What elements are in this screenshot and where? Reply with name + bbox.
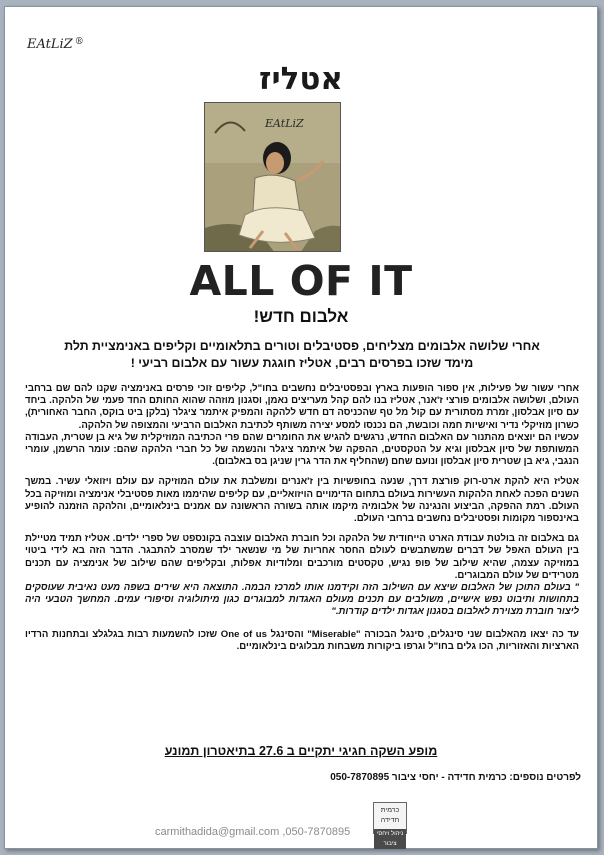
body-paragraph-1: אחרי עשור של פעילות, אין ספור הופעות בארץ ובפסטיבלים נחשבים בחו"ל, קליפים זוכי פרסים באנימציה שקנו להם שם ברחבי העולם, ושלושה אלבומים פורצי ז'אנר, אטליז בנו להם קהל מעריצים נאמן, וסגנון מוזהה שהוא החותם החד פעמי של הלהקה. ביחד עם סיון אבלסון, זמרת מסתורית עם קול מל טף שהכניסה דם חדש ללהקה והמפיק איתמר ציגלר (בלקן ביט בוקס, החבר האחורית), כשרון מוזיקלי נדיר ואישיות חמה וכובשת, הם נכנסו למסע יצירה משותף לכתיבת האלבום הרביעי והמצופה של הלהקה. bbox=[25, 383, 579, 431]
body-paragraph-5: עד כה יצאו מהאלבום שני סינגלים, סינגל הבכורה "Miserable" והסינגל One of us שזכו להשמעות רבות בגלגלצ ובתחנות הרדיו הארציות והאזוריות, הכו גלים בחו"ל וגרפו ביקורות משבחות מבלוגים בינלאומיים. bbox=[25, 628, 579, 652]
band-title-hebrew: אטליז bbox=[259, 61, 343, 97]
contact-email-phone: carmithadida@gmail.com ,050-7870895 bbox=[155, 826, 351, 838]
pr-logo-name: כרמית חדידה bbox=[380, 807, 400, 824]
intro-line-1: אחרי שלושה אלבומים מצליחים, פסטיבלים וטורים בתלאומיים וקליפים באנימציית תלת bbox=[64, 339, 540, 353]
registered-mark: ® bbox=[74, 37, 84, 47]
body-paragraph-4: גם באלבום זה בולטת עבודת הארט הייחודית של הלהקה וכל חוברת האלבום עוצבה בקונספט של ספרי ילדים. אטליז תמיד מטיילת בין העולם האפל של דברים שמשתבשים לעולם החסר אחריות של מי שנשאר ילד שמסרב להתבגר. הדבר הזה בא לידי ביטוי במוזיקה עצמה, שהיא שילוב של פופ נגיש, טקסטים מורכבים ומלודיות אפלות, ובקליפים שהם שילוב של אנימציה עם תכנים מטרידים של עולם המבוגרים. bbox=[25, 533, 579, 581]
logo-text: EAtLiZ bbox=[27, 37, 73, 52]
album-cover-image bbox=[204, 102, 341, 252]
intro-line-2: מימד שזכו בפרסים רבים, אטליז חוגגת עשור עם אלבום רביעי ! bbox=[130, 356, 474, 370]
album-subtitle: אלבום חדש! bbox=[253, 307, 349, 326]
cover-logo: EAtLiZ bbox=[265, 117, 304, 130]
intro-paragraph bbox=[29, 338, 575, 372]
body-paragraph-2: עכשיו הם יוצאים מהתנור עם האלבום החדש, נרגשים להגיש את החומרים שהם פרי הכתיבה המוזיקלית של גיא בן שטרית, העבודה המשותפת של סיון אבלסון וגיא על הטקסטים, ההפקה של איתמר ציגלר והנשמה של כל חברי הלהקה שהם: עומר הרשמן, עומרי הנגבי, גיא בן שטרית סיון אבלסון ונועם שחם (שהחליף את הדר גרין שניגן בס באלבום). bbox=[25, 431, 579, 468]
launch-event-line: מופע השקה חגיגי יתקיים ב 27.6 בתיאטרון תמונע bbox=[164, 744, 438, 758]
body-paragraph-3: אטליז היא להקת ארט-רוק פורצת דרך, שנעה בחופשיות בין ז'אנרים ומשלבת את עולם המוזיקה עם עולם ויזואלי עשיר. במשך השנים הפכה לאחת הלהקות העשירות בעולם בתחום הדימויים הויזואליים, עם קליפים שהיממו מאות פסטיבלי אנימציה ומוזיקה בכל העולם. רמת ההפקה, הביצוע והנגינה של אלבומיה מיקמו אותה בשורה הראשונה עם אמנים בינלאומיים, והלהקה הוזמנה להופיע באינספור מקומות ופסטיבלים נחשבים ברחבי העולם. bbox=[25, 476, 579, 525]
body-quote: " בעולם התוכן של האלבום שיצא עם השילוב הזה וקידמנו אותו למרכז הבמה. התוצאה היא שירים בשפה מעט נאיבית שעוסקים בתחושות ותיבוט נפש אישיים, משולבים עם תכנים מעולם האגדות למבוגרים כגון מיתולוגיה וסיפורי עמים. המחשך הטבעי היה ליצור חוברת מצוירת לאלבום בסגנון אגדות ילדים קודרות." bbox=[25, 582, 579, 618]
body-text bbox=[25, 383, 579, 661]
eatliz-logo bbox=[27, 37, 84, 52]
figure-face bbox=[266, 152, 284, 174]
pr-logo-tagline: ניהול ויחסי ציבור bbox=[374, 829, 406, 849]
album-title: ALL OF IT bbox=[189, 257, 413, 305]
figure-skirt bbox=[239, 208, 315, 243]
pr-logo-badge bbox=[373, 802, 407, 847]
document-page bbox=[4, 6, 598, 849]
contact-details: לפרטים נוספים: כרמית חדידה - יחסי ציבור 050-7870895 bbox=[330, 772, 581, 783]
